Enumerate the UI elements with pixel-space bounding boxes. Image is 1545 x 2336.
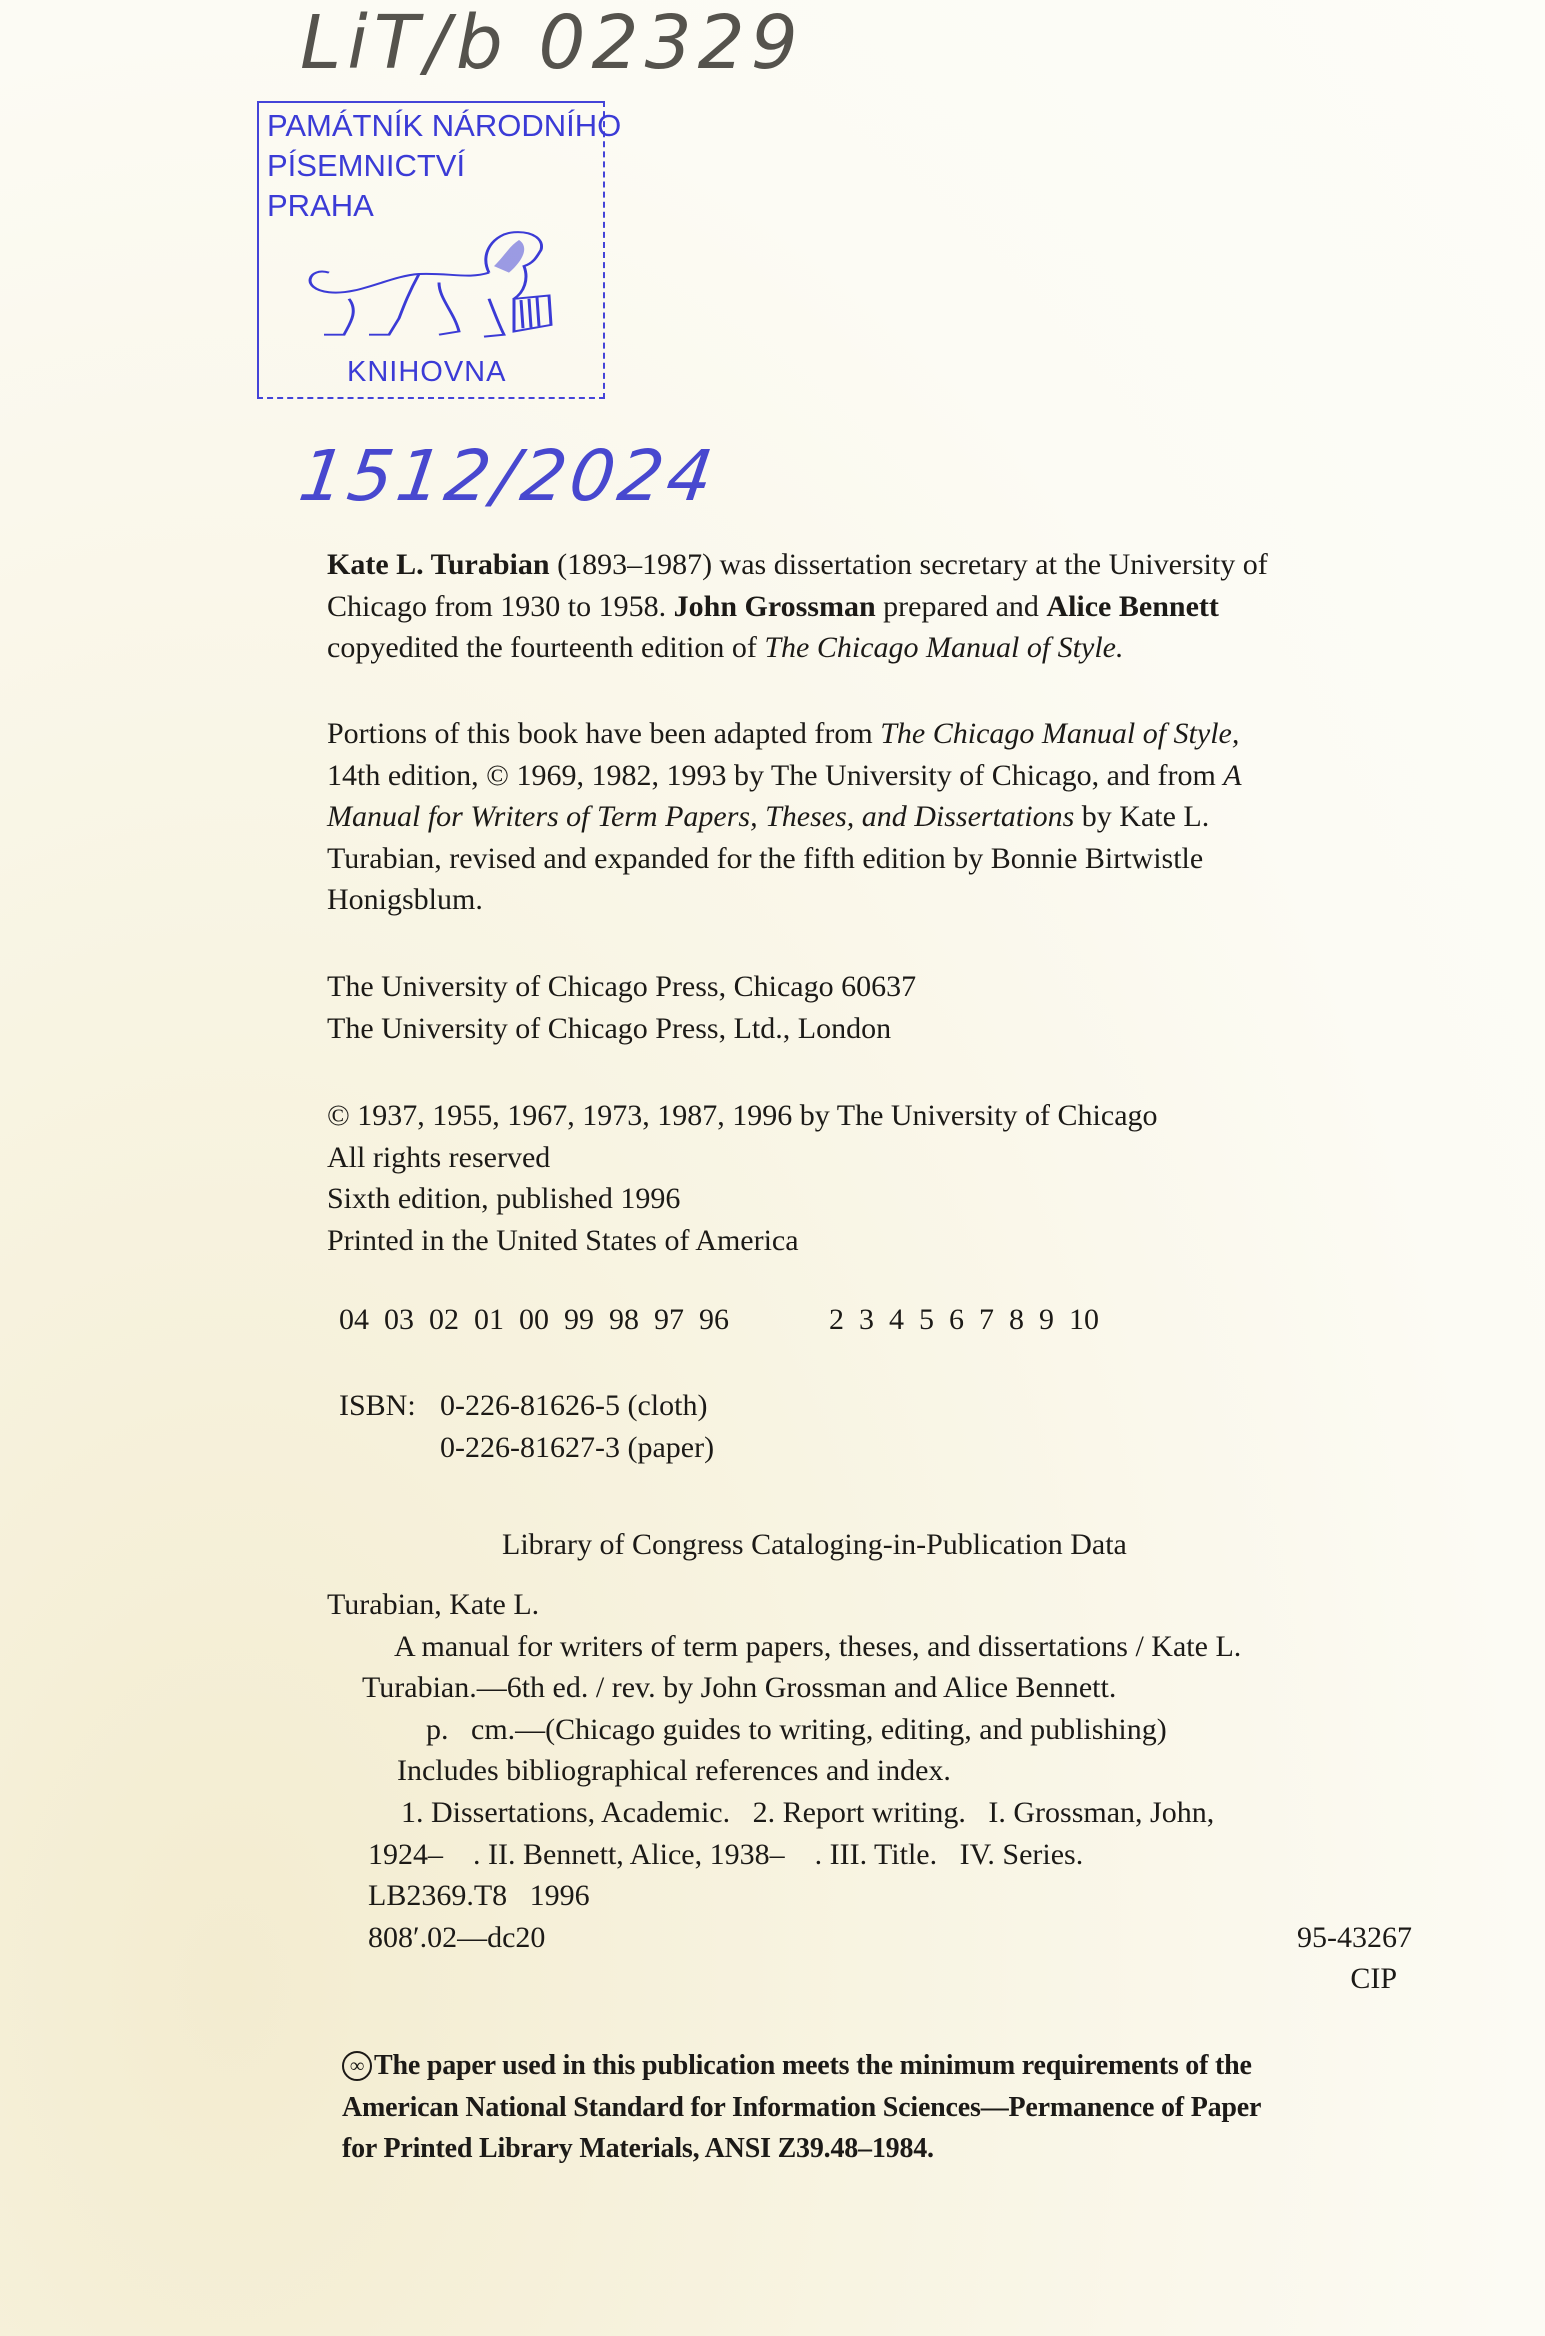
text-segment: (1893–1987) was dissertation secretary at the University of [549, 548, 1268, 581]
cip-line: Turabian, Kate L. [327, 1588, 540, 1621]
cip-line: Turabian.—6th ed. / rev. by John Grossman and Alice Bennett. [362, 1671, 1117, 1705]
stamp-line-2: PÍSEMNICTVÍ [267, 148, 466, 183]
paper-note-line [342, 2087, 1261, 2129]
bold-name: Alice Bennett [1046, 589, 1219, 623]
cip-line: A manual for writers of term papers, theses, and dissertations / Kate L. [394, 1629, 1242, 1663]
copyright-line: © 1937, 1955, 1967, 1973, 1987, 1996 by The University of Chicago [327, 1099, 1158, 1132]
isbn-label: ISBN: [339, 1389, 416, 1422]
text-segment: 14th edition, © 1969, 1982, 1993 by The University of Chicago, and from [327, 758, 1224, 792]
paper-note-line [342, 2128, 934, 2170]
text-segment: Honigsblum. [327, 883, 483, 917]
printing-years: 04 03 02 01 00 99 98 97 96 [339, 1303, 729, 1336]
para2-line [327, 838, 1203, 880]
publisher-line: The University of Chicago Press, Ltd., London [327, 1011, 892, 1045]
paper-note-text: The paper used in this publication meets the minimum requirements of the [374, 2050, 1252, 2081]
text-segment: Turabian, revised and expanded for the fifth edition by Bonnie Birtwistle [327, 841, 1204, 875]
copyright-line: Sixth edition, published 1996 [327, 1182, 681, 1216]
isbn-paper: 0-226-81627-3 (paper) [440, 1431, 715, 1464]
copyright-line: Printed in the United States of America [327, 1223, 799, 1257]
handwritten-shelfmark: LiT/b 02329 [300, 0, 804, 86]
italic-title: The Chicago Manual of Style. [764, 631, 1124, 665]
italic-title: Manual for Writers of Term Papers, Theses, and Dissertations [327, 800, 1075, 834]
cip-line: p. cm.—(Chicago guides to writing, editing, and publishing) [426, 1712, 1167, 1746]
publisher-line: The University of Chicago Press, Chicago 60637 [327, 970, 917, 1003]
library-stamp [257, 101, 622, 399]
handwritten-accession-number: 1512/2024 [294, 435, 722, 517]
cip-line: 1. Dissertations, Academic. 2. Report writing. I. Grossman, John, [401, 1796, 1215, 1829]
stamp-line-1: PAMÁTNÍK NÁRODNÍHO [267, 108, 622, 143]
bold-name: John Grossman [673, 589, 876, 623]
cip-line: 1924– . II. Bennett, Alice, 1938– . III. Title. IV. Series. [368, 1837, 1084, 1871]
paper-note-text: for Printed Library Materials, ANSI Z39.48–1984. [342, 2133, 934, 2165]
cip-heading: Library of Congress Cataloging-in-Publication Data [502, 1528, 1127, 1561]
paper-note-text: American National Standard for Information Sciences—Permanence of Paper [342, 2091, 1262, 2123]
italic-title: The Chicago Manual of Style, [880, 717, 1240, 750]
stamp-bottom-label: KNIHOVNA [347, 356, 507, 388]
cip-line: LB2369.T8 1996 [368, 1879, 590, 1913]
cip-line: 808′.02—dc20 [368, 1920, 546, 1954]
text-segment: prepared and [875, 589, 1047, 623]
para2-line [327, 713, 1239, 755]
infinity-circle-icon: ∞ [342, 2051, 372, 2081]
printing-impressions: 2 3 4 5 6 7 8 9 10 [829, 1303, 1099, 1336]
italic-title: A [1223, 758, 1242, 792]
text-segment: copyedited the fourteenth edition of [327, 631, 765, 665]
para1-line [327, 544, 1268, 586]
text-segment: Chicago from 1930 to 1958. [327, 589, 674, 623]
copyright-line: All rights reserved [327, 1140, 551, 1174]
stamp-line-3: PRAHA [267, 188, 374, 223]
lccn-number: 95-43267 [1297, 1920, 1412, 1954]
paper-note-line [342, 2045, 1252, 2087]
lion-emblem-icon [289, 227, 579, 351]
text-segment: Portions of this book have been adapted from [327, 717, 881, 750]
isbn-cloth: 0-226-81626-5 (cloth) [440, 1389, 708, 1422]
text-segment: by Kate L. [1074, 800, 1210, 834]
para1-line [327, 627, 1123, 669]
para1-line [327, 586, 1219, 628]
para2-line [327, 879, 483, 921]
cip-label: CIP [1350, 1962, 1397, 1996]
bold-name: Kate L. Turabian [327, 548, 550, 581]
para2-line [327, 755, 1242, 797]
cip-line: Includes bibliographical references and index. [397, 1754, 951, 1788]
para2-line [327, 796, 1209, 838]
